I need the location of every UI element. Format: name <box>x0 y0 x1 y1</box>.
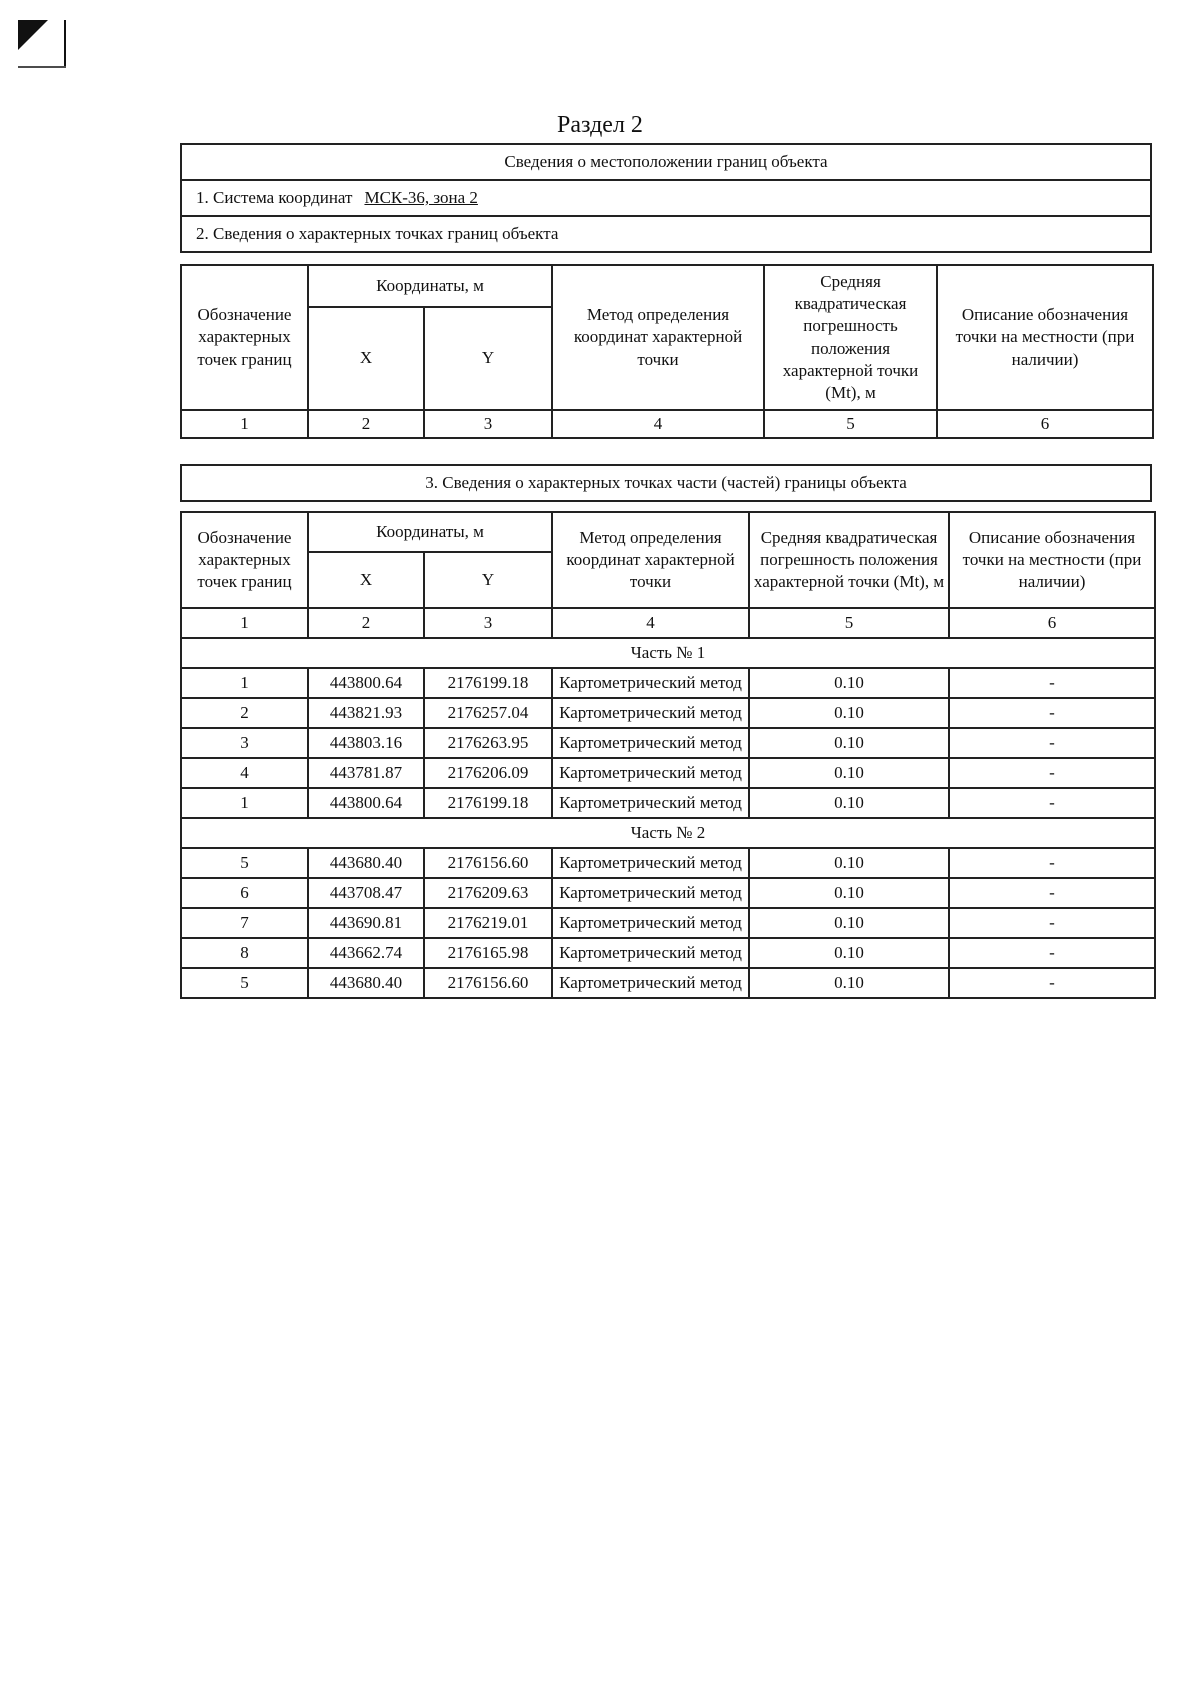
cell-error: 0.10 <box>749 668 949 698</box>
table-row <box>181 728 1155 758</box>
t1-number-row <box>181 410 1153 438</box>
cell-x: 443680.40 <box>308 848 424 878</box>
t1-num: 4 <box>552 410 764 438</box>
t2-num: 4 <box>552 608 749 638</box>
cell-error: 0.10 <box>749 878 949 908</box>
t1-num: 5 <box>764 410 937 438</box>
part-label: Часть № 1 <box>181 638 1155 668</box>
table-row <box>181 698 1155 728</box>
t2-col-x: X <box>308 552 424 608</box>
t2-num: 3 <box>424 608 552 638</box>
cell-y: 2176209.63 <box>424 878 552 908</box>
coord-system-row <box>181 180 1151 216</box>
part-points-table <box>180 511 1156 999</box>
cell-desc: - <box>949 908 1155 938</box>
t2-num: 1 <box>181 608 308 638</box>
cell-y: 2176199.18 <box>424 668 552 698</box>
cell-error: 0.10 <box>749 938 949 968</box>
t1-col-error: Средняя квадратическая погрешность положения характерной точки (Mt), м <box>764 265 937 410</box>
cell-y: 2176206.09 <box>424 758 552 788</box>
points-heading: 2. Сведения о характерных точках границ объекта <box>181 216 1151 252</box>
cell-method: Картометрический метод <box>552 758 749 788</box>
cell-error: 0.10 <box>749 698 949 728</box>
cell-point: 1 <box>181 668 308 698</box>
t2-num: 2 <box>308 608 424 638</box>
cell-method: Картометрический метод <box>552 938 749 968</box>
cell-error: 0.10 <box>749 848 949 878</box>
cell-point: 1 <box>181 788 308 818</box>
cell-desc: - <box>949 878 1155 908</box>
object-info-table <box>180 143 1152 253</box>
t1-num: 3 <box>424 410 552 438</box>
t1-col-method: Метод определения координат характерной точки <box>552 265 764 410</box>
cell-point: 8 <box>181 938 308 968</box>
cell-desc: - <box>949 848 1155 878</box>
part-label: Часть № 2 <box>181 818 1155 848</box>
table-row <box>181 668 1155 698</box>
cell-desc: - <box>949 668 1155 698</box>
table-row <box>181 758 1155 788</box>
t1-col-x: X <box>308 307 424 410</box>
cell-point: 7 <box>181 908 308 938</box>
t1-num: 6 <box>937 410 1153 438</box>
cell-x: 443662.74 <box>308 938 424 968</box>
t1-col-designation: Обозначение характерных точек границ <box>181 265 308 410</box>
t2-col-method: Метод определения координат характерной точки <box>552 512 749 608</box>
table-row <box>181 908 1155 938</box>
cell-desc: - <box>949 938 1155 968</box>
cell-x: 443800.64 <box>308 788 424 818</box>
cell-method: Картометрический метод <box>552 878 749 908</box>
coord-system-label: 1. Система координат <box>196 187 353 207</box>
cell-y: 2176165.98 <box>424 938 552 968</box>
table-row <box>181 878 1155 908</box>
cell-desc: - <box>949 698 1155 728</box>
t2-num: 5 <box>749 608 949 638</box>
part-header-row <box>181 818 1155 848</box>
part-header-row <box>181 638 1155 668</box>
cell-method: Картометрический метод <box>552 908 749 938</box>
cell-method: Картометрический метод <box>552 788 749 818</box>
table-row <box>181 968 1155 998</box>
cell-y: 2176263.95 <box>424 728 552 758</box>
cell-y: 2176199.18 <box>424 788 552 818</box>
t1-num: 2 <box>308 410 424 438</box>
cell-y: 2176156.60 <box>424 968 552 998</box>
cell-method: Картометрический метод <box>552 668 749 698</box>
cell-desc: - <box>949 788 1155 818</box>
table-row <box>181 938 1155 968</box>
cell-method: Картометрический метод <box>552 698 749 728</box>
cell-error: 0.10 <box>749 728 949 758</box>
table-row <box>181 788 1155 818</box>
info-title: Сведения о местоположении границ объекта <box>181 144 1151 180</box>
boundary-points-table <box>180 264 1154 439</box>
cell-point: 6 <box>181 878 308 908</box>
cell-x: 443821.93 <box>308 698 424 728</box>
section-title: Раздел 2 <box>557 112 643 138</box>
t2-col-designation: Обозначение характерных точек границ <box>181 512 308 608</box>
cell-x: 443781.87 <box>308 758 424 788</box>
t2-col-y: Y <box>424 552 552 608</box>
cell-y: 2176257.04 <box>424 698 552 728</box>
cell-error: 0.10 <box>749 758 949 788</box>
parts-heading: 3. Сведения о характерных точках части (частей) границы объекта <box>181 465 1151 501</box>
cell-point: 5 <box>181 848 308 878</box>
cell-x: 443690.81 <box>308 908 424 938</box>
t1-col-description: Описание обозначения точки на местности (при наличии) <box>937 265 1153 410</box>
cell-error: 0.10 <box>749 968 949 998</box>
table-row <box>181 848 1155 878</box>
cell-x: 443800.64 <box>308 668 424 698</box>
parts-heading-table <box>180 464 1152 502</box>
cell-x: 443708.47 <box>308 878 424 908</box>
t2-number-row <box>181 608 1155 638</box>
t1-num: 1 <box>181 410 308 438</box>
t1-col-coords: Координаты, м <box>308 265 552 307</box>
cell-desc: - <box>949 728 1155 758</box>
cell-point: 2 <box>181 698 308 728</box>
t2-col-error: Средняя квадратическая погрешность положения характерной точки (Mt), м <box>749 512 949 608</box>
cell-point: 4 <box>181 758 308 788</box>
cell-error: 0.10 <box>749 788 949 818</box>
cell-method: Картометрический метод <box>552 848 749 878</box>
cell-y: 2176219.01 <box>424 908 552 938</box>
cell-desc: - <box>949 968 1155 998</box>
t2-col-description: Описание обозначения точки на местности (при наличии) <box>949 512 1155 608</box>
cell-point: 5 <box>181 968 308 998</box>
cell-y: 2176156.60 <box>424 848 552 878</box>
corner-mark <box>18 20 68 70</box>
cell-method: Картометрический метод <box>552 968 749 998</box>
cell-point: 3 <box>181 728 308 758</box>
t1-col-y: Y <box>424 307 552 410</box>
cell-error: 0.10 <box>749 908 949 938</box>
cell-method: Картометрический метод <box>552 728 749 758</box>
t2-num: 6 <box>949 608 1155 638</box>
cell-x: 443680.40 <box>308 968 424 998</box>
cell-x: 443803.16 <box>308 728 424 758</box>
t2-col-coords: Координаты, м <box>308 512 552 552</box>
coord-system-value: МСК-36, зона 2 <box>364 187 478 207</box>
cell-desc: - <box>949 758 1155 788</box>
